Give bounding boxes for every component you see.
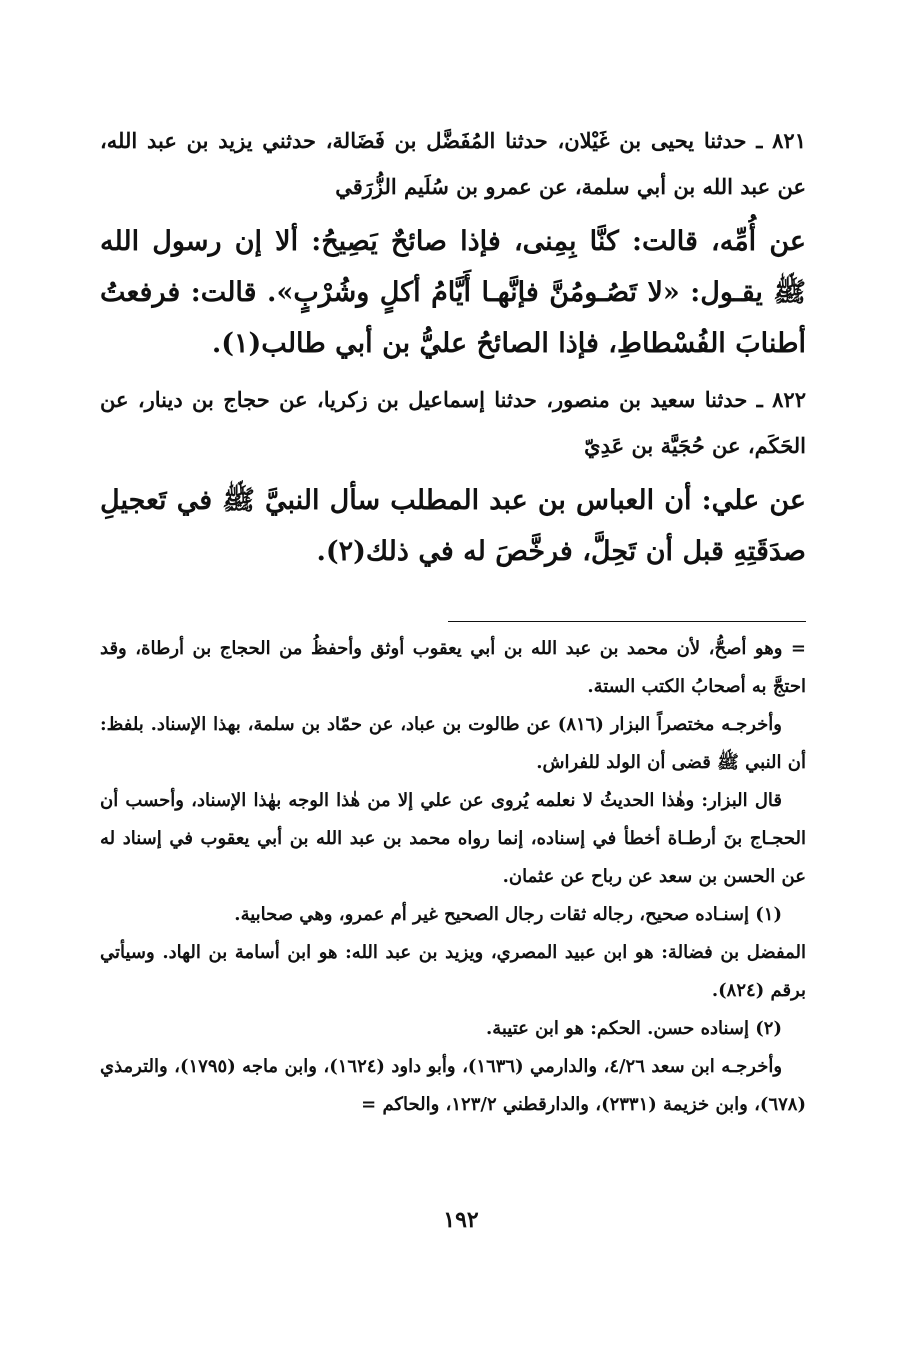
hadith-821-matn: عن أُمِّه، قالت: كنَّا بِمِنى، فإذا صائحٌ يَصِيحُ: ألا إن رسول الله ﷺ يقـول: «لا تَصُـومُنَّ فإنَّهـا أَيَّامُ أكلٍ وشُرْبٍ». قالت: فرفعتُ أطنابَ الفُسْطاطِ، فإذا الصائحُ عليُّ بن أبي طالب(١).: [100, 226, 806, 359]
footnotes: [100, 630, 806, 1124]
footnote-bazzar-qawl: قال البزار: وهٰذا الحديثُ لا نعلمه يُروى عن علي إلا من هٰذا الوجه بهٰذا الإسناد، وأحسب أن الحجـاج بنَ أرطـاة أخطأ في إسناده، إنما رواه محمد بن عبد الله بن أبي يعقوب في إسناد له عن الحسن بن سعد عن رباح عن عثمان.: [100, 790, 806, 887]
footnote-2: (٢) إسناده حسن. الحكم: هو ابن عتيبة.: [485, 1018, 782, 1039]
page-body: [100, 118, 806, 1298]
page-number: ١٩٢: [443, 1207, 479, 1233]
footnote-separator: [448, 621, 806, 622]
footnote-1: (١) إسنـاده صحيح، رجاله ثقات رجال الصحيح غير أم عمرو، وهي صحابية.: [234, 904, 782, 925]
hadith-822-matn: عن علي: أن العباس بن عبد المطلب سأل النبيَّ ﷺ في تَعجيلِ صدَقَتِهِ قبل أن تَحِلَّ، فرخَّصَ له في ذلك(٢).: [100, 485, 806, 567]
hadith-821-isnad: ٨٢١ ـ حدثنا يحيى بن غَيْلان، حدثنا المُفَضَّل بن فَضَالة، حدثني يزيد بن عبد الله، عن عبد الله بن أبي سلمة، عن عمرو بن سُلَيم الزُّرَقي: [100, 128, 806, 199]
hadith-822-isnad: ٨٢٢ ـ حدثنا سعيد بن منصور، حدثنا إسماعيل بن زكريا، عن حجاج بن دينار، عن الحَكَم، عن حُجَيَّة بن عَدِيّ: [100, 387, 806, 458]
footnote-1-continued: المفضل بن فضالة: هو ابن عبيد المصري، ويزيد بن عبد الله: هو ابن أسامة بن الهاد. وسيأتي برقم (٨٢٤).: [100, 942, 806, 1001]
footnote-2-takhrij: وأخرجـه ابن سعد ٤/٢٦، والدارمي (١٦٣٦)، وأبو داود (١٦٢٤)، وابن ماجه (١٧٩٥)، والترمذي (٦٧٨)، وابن خزيمة (٢٣٣١)، والدارقطني ١٢٣/٢، والحاكم =: [100, 1056, 806, 1115]
footnote-continued: = وهو أصحُّ، لأن محمد بن عبد الله بن أبي يعقوب أوثق وأحفظُ من الحجاج بن أرطاة، وقد احتجَّ به أصحابُ الكتب الستة.: [100, 638, 806, 697]
footnote-bazzar-takhrij: وأخرجـه مختصراً البزار (٨١٦) عن طالوت بن عباد، عن حمّاد بن سلمة، بهذا الإسناد. بلفظ: أن النبي ﷺ قضى أن الولد للفراش.: [100, 714, 806, 773]
